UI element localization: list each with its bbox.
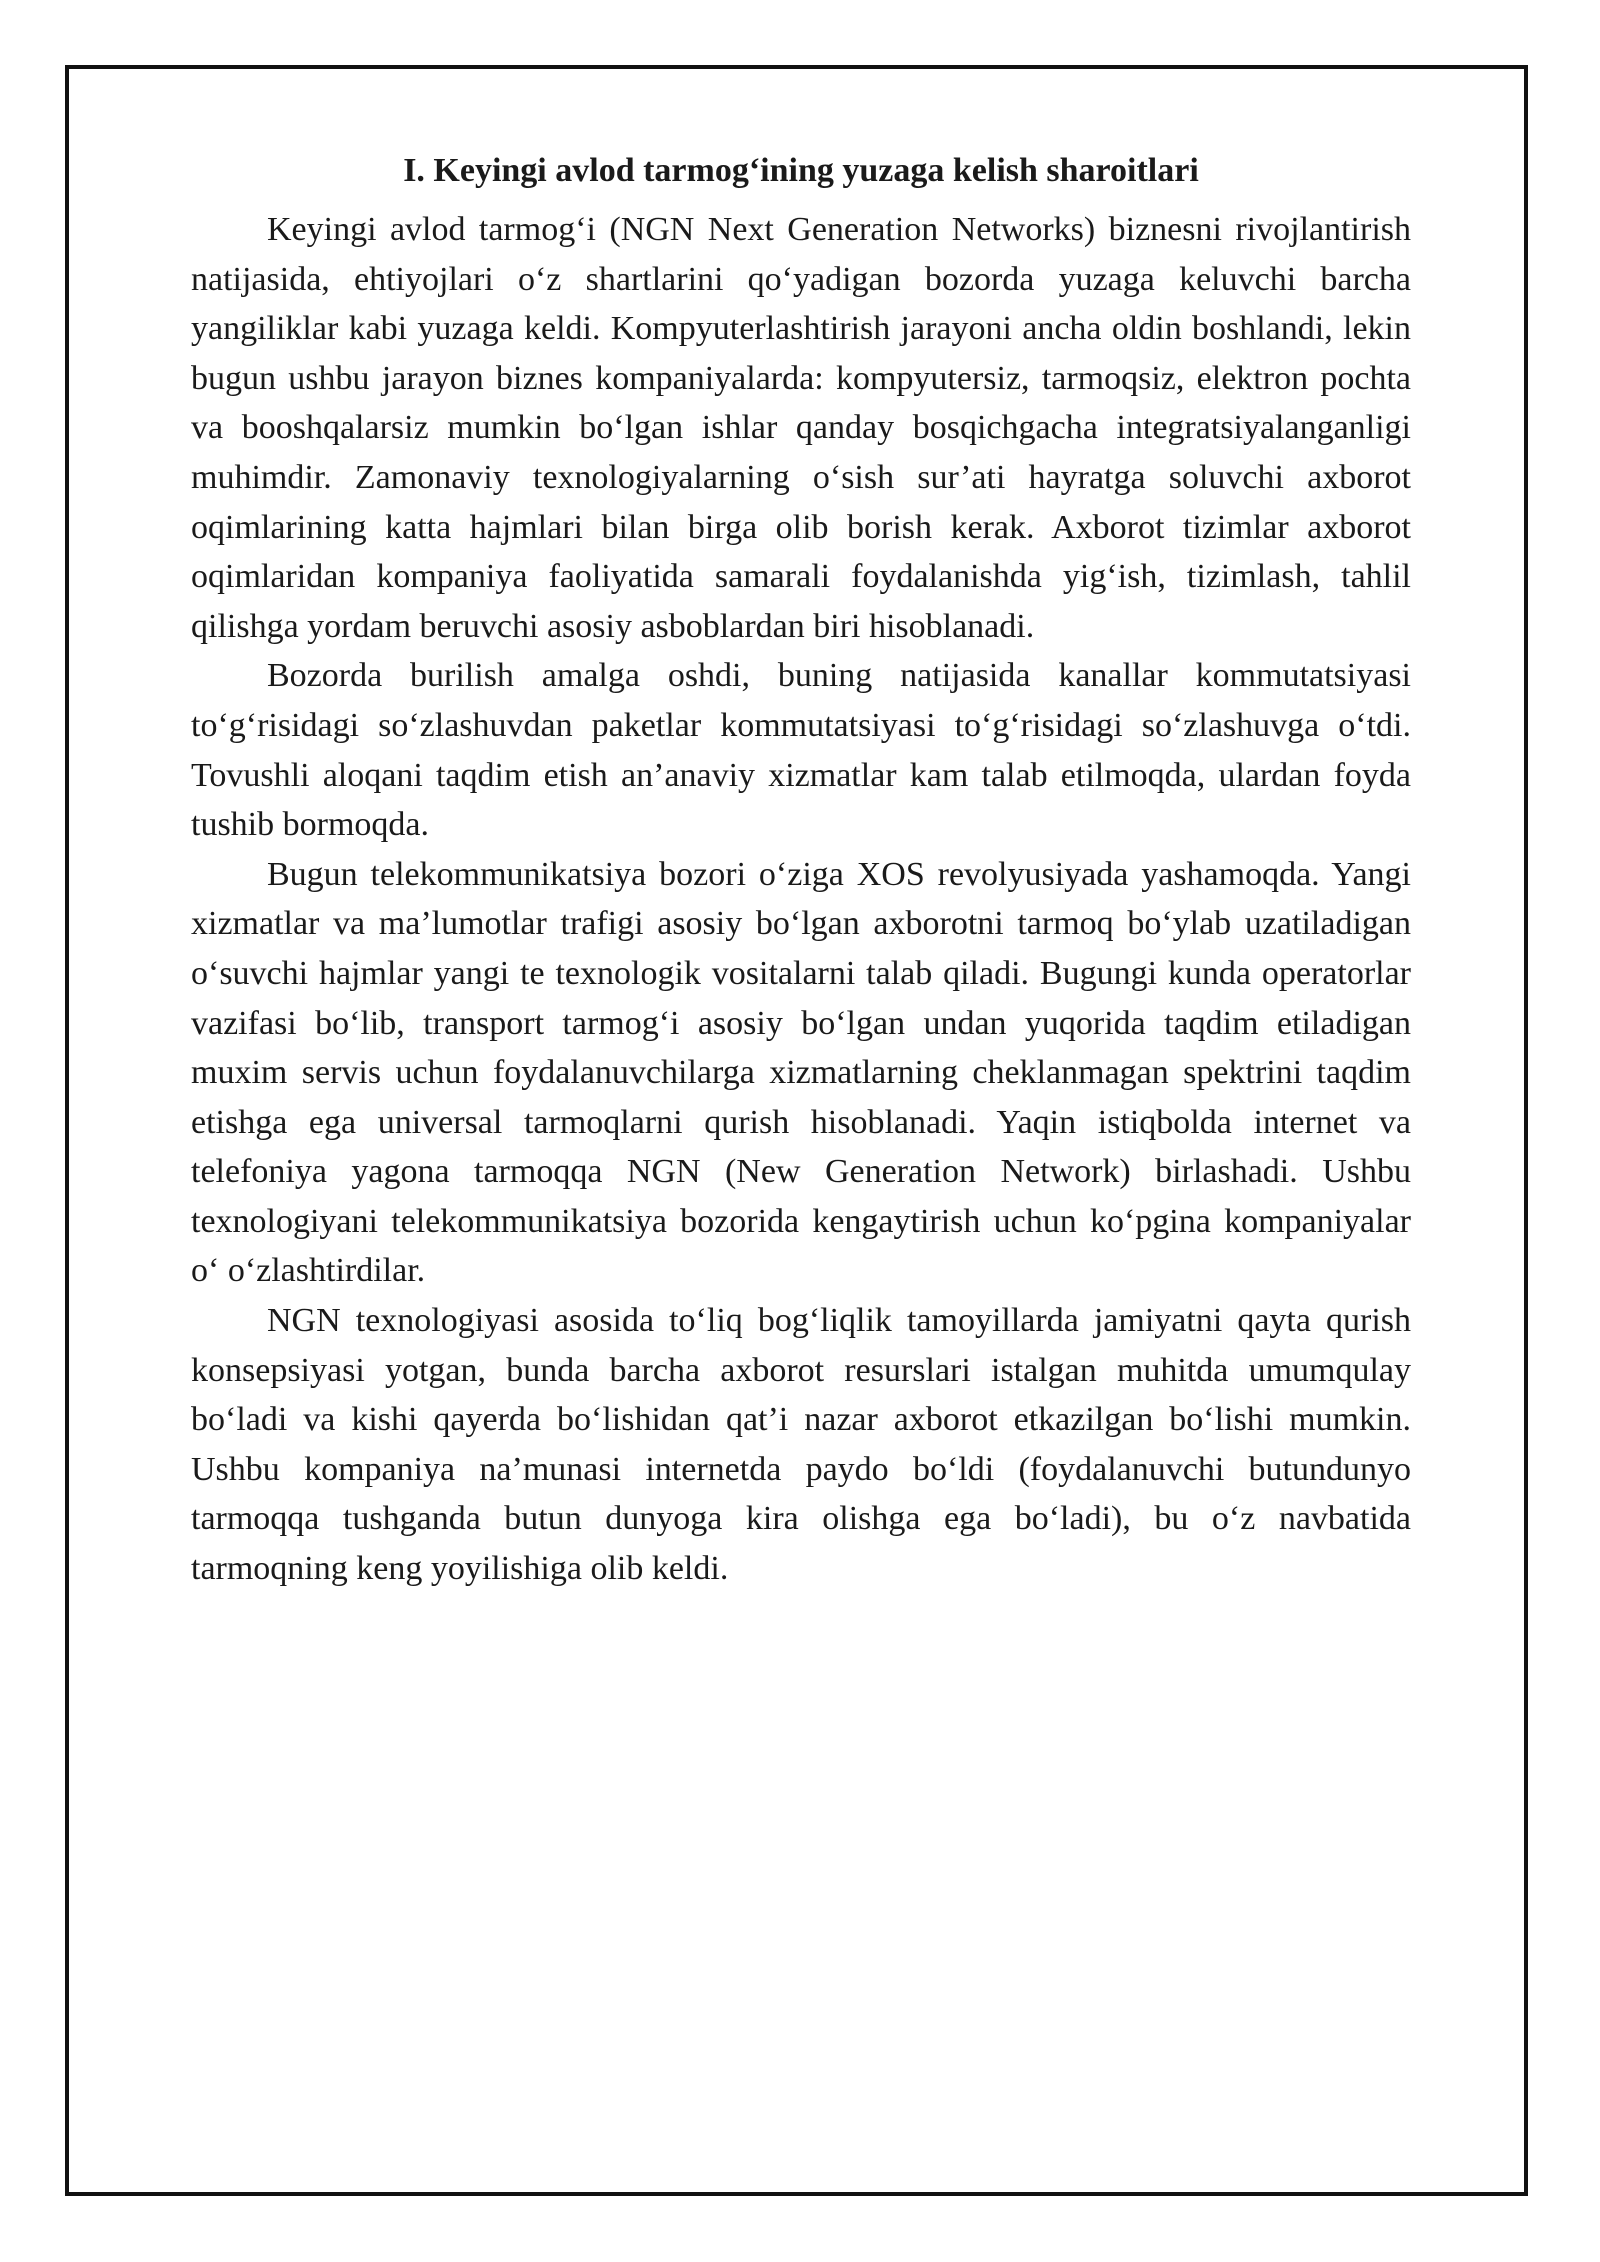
paragraph-4: NGN texnologiyasi asosida to‘liq bog‘liqlik tamoyillarda jamiyatni qayta qurish konsepsiyasi yotgan, bunda barcha axborot resurslari istalgan muhitda umumqulay bo‘ladi va kishi qayerda bo‘lishidan qat’i nazar axborot etkazilgan bo‘lishi mumkin. Ushbu kompaniya na’munasi internetda paydo bo‘ldi (foydalanuvchi butundunyo tarmoqqa tushganda butun dunyoga kira olishga ega bo‘ladi), bu o‘z navbatida tarmoqning keng yoyilishiga olib keldi. [191,1302,1411,1588]
paragraph-3: Bugun telekommunikatsiya bozori o‘ziga XOS revolyusiyada yashamoqda. Yangi xizmatlar va ma’lumotlar trafigi asosiy bo‘lgan axborotni tarmoq bo‘ylab uzatiladigan o‘suvchi hajmlar yangi te texnologik vositalarni talab qiladi. Bugungi kunda operatorlar vazifasi bo‘lib, transport tarmog‘i asosiy bo‘lgan undan yuqorida taqdim etiladigan muxim servis uchun foydalanuvchilarga xizmatlarning cheklanmagan spektrini taqdim etishga ega universal tarmoqlarni qurish hisoblanadi. Yaqin istiqbolda internet va telefoniya yagona tarmoqqa NGN (New Generation Network) birlashadi. Ushbu texnologiyani telekommunikatsiya bozorida kengaytirish uchun ko‘pgina kompaniyalar o‘ o‘zlashtirdilar. [191,855,1411,1290]
document-body [191,145,1411,1594]
paragraph-1: Keyingi avlod tarmog‘i (NGN Next Generation Networks) biznesni rivojlantirish natijasida, ehtiyojlari o‘z shartlarini qo‘yadigan bozorda yuzaga keluvchi barcha yangiliklar kabi yuzaga keldi. Kompyuterlashtirish jarayoni ancha oldin boshlandi, lekin bugun ushbu jarayon biznes kompaniyalarda: kompyutersiz, tarmoqsiz, elektron pochta va booshqalarsiz mumkin bo‘lgan ishlar qanday bosqichgacha integratsiyalanganligi muhimdir. Zamonaviy texnologiyalarning o‘sish sur’ati hayratga soluvchi axborot oqimlarining katta hajmlari bilan birga olib borish kerak. Axborot tizimlar axborot oqimlaridan kompaniya faoliyatida samarali foydalanishda yig‘ish, tizimlash, tahlil qilishga yordam beruvchi asosiy asboblardan biri hisoblanadi. [191,211,1411,645]
paragraph-2: Bozorda burilish amalga oshdi, buning natijasida kanallar kommutatsiyasi to‘g‘risidagi so‘zlashuvdan paketlar kommutatsiyasi to‘g‘risidagi so‘zlashuvga o‘tdi. Tovushli aloqani taqdim etish an’anaviy xizmatlar kam talab etilmoqda, ulardan foyda tushib bormoqda. [191,657,1411,844]
document-title: I. Keyingi avlod tarmog‘ining yuzaga kelish sharoitlari [403,152,1199,189]
